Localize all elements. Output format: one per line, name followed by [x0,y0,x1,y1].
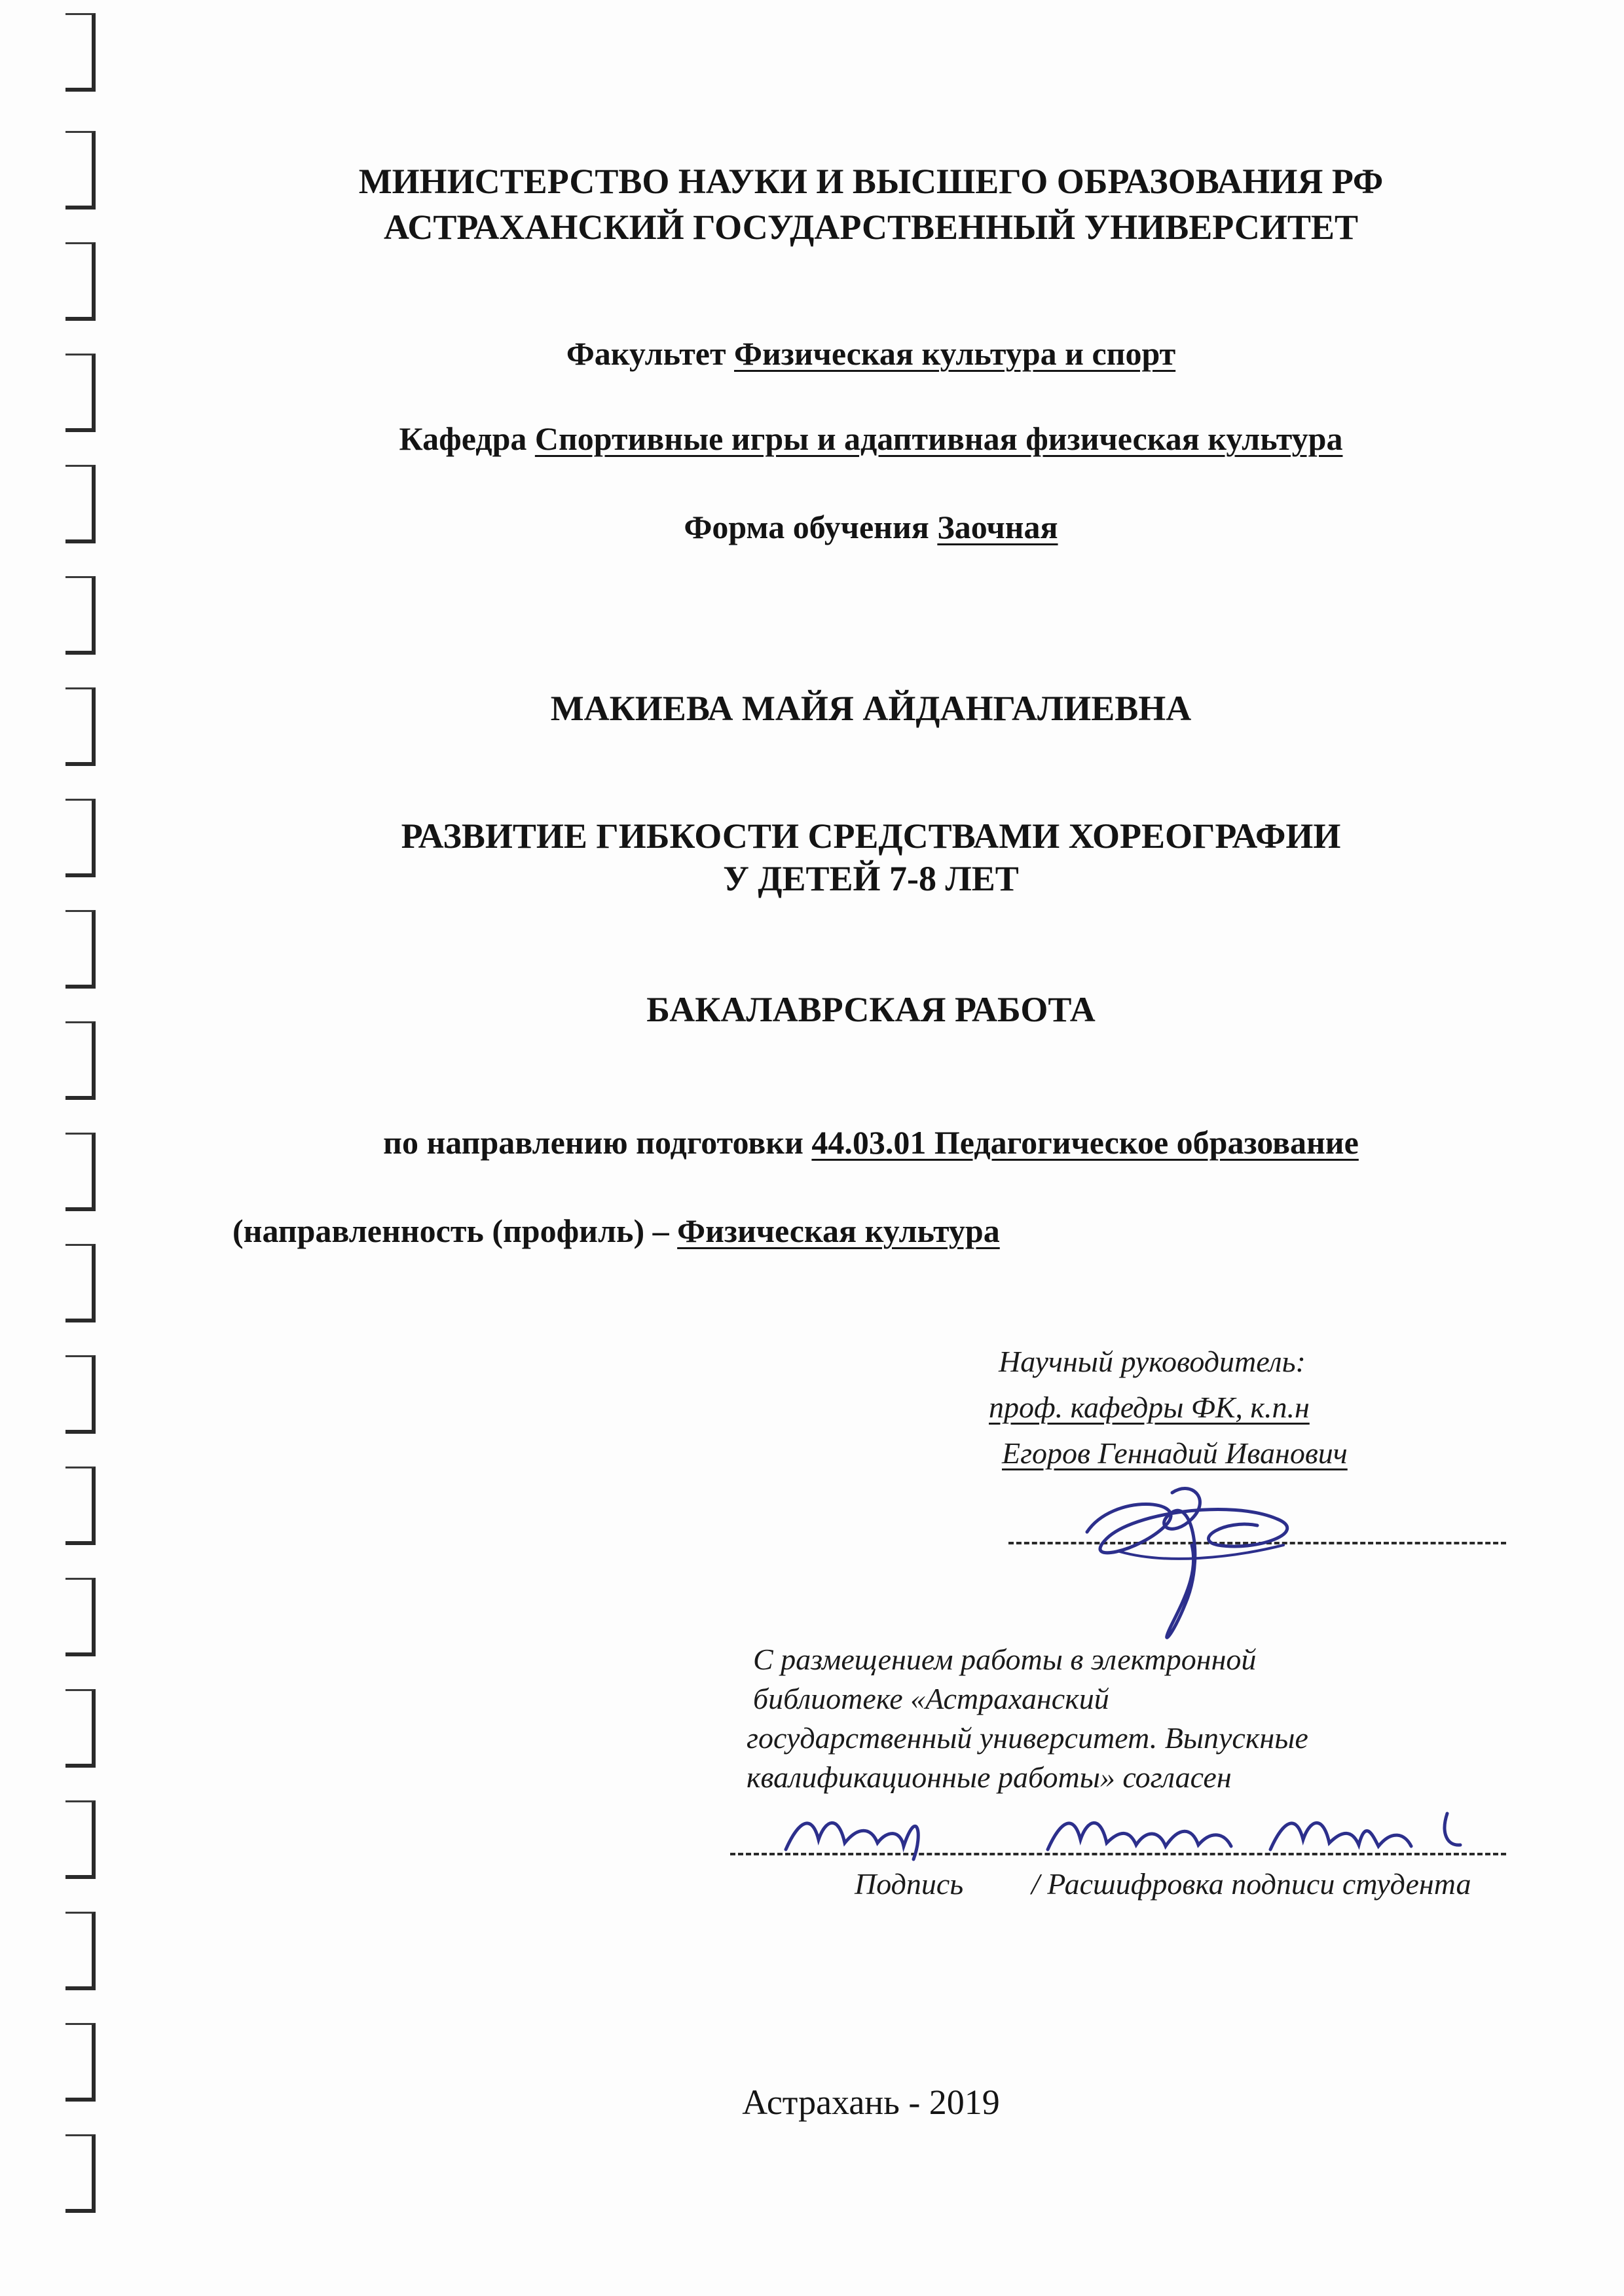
binding-ring [65,576,96,655]
direction-label: по направлению подготовки [383,1124,803,1161]
consent-line3: государственный университет. Выпускные [747,1721,1308,1755]
binding-ring [65,242,96,321]
binding-ring [65,2134,96,2213]
department-value: Спортивные игры и адаптивная физическая культура [534,420,1343,457]
binding-ring [65,1244,96,1322]
binding-ring [65,1355,96,1434]
faculty-value: Физическая культура и спорт [734,335,1176,372]
signature-decoding-caption: / Расшифровка подписи студента [1031,1867,1471,1901]
binding-ring [65,2023,96,2102]
consent-line2: библиотеке «Астраханский [753,1682,1109,1715]
city-year: Астрахань - 2019 [742,2083,1000,2122]
direction-value: 44.03.01 Педагогическое образование [811,1124,1359,1161]
profile-value: Физическая культура [677,1212,1000,1249]
supervisor-signature [1061,1453,1336,1663]
binding-ring [65,1800,96,1879]
supervisor-position: проф. кафедры ФК, к.п.н [989,1391,1310,1424]
signature-caption: Подпись [855,1867,964,1901]
department-label: Кафедра [399,420,527,457]
binding-ring [65,131,96,210]
ministry-heading: МИНИСТЕРСТВО НАУКИ И ВЫСШЕГО ОБРАЗОВАНИЯ РФ [358,162,1384,201]
binding-ring [65,1689,96,1768]
consent-line4: квалификационные работы» согласен [747,1760,1232,1794]
binding-ring [65,465,96,543]
supervisor-name: Егоров Геннадий Иванович [1002,1436,1348,1470]
work-type: БАКАЛАВРСКАЯ РАБОТА [646,990,1096,1029]
direction-line [216,1123,1526,1162]
binding-ring [65,1912,96,1990]
student-signature [773,1794,1493,1866]
thesis-title-line1: РАЗВИТИЕ ГИБКОСТИ СРЕДСТВАМИ ХОРЕОГРАФИИ [401,816,1341,856]
study-form-label: Форма обучения [684,509,929,545]
supervisor-heading: Научный руководитель: [999,1345,1306,1378]
faculty-label: Факультет [566,335,726,372]
binding-ring [65,1578,96,1656]
study-form-line [216,507,1526,547]
thesis-title-line2: У ДЕТЕЙ 7-8 ЛЕТ [723,859,1019,898]
binding-ring [65,13,96,92]
consent-line1: С размещением работы в электронной [753,1643,1257,1676]
faculty-line [216,334,1526,373]
binding-ring [65,1021,96,1100]
profile-label: (направленность (профиль) – [232,1212,669,1249]
binding-ring [65,1467,96,1545]
binding-ring [65,910,96,989]
study-form-value: Заочная [937,509,1058,545]
author-name: МАКИЕВА МАЙЯ АЙДАНГАЛИЕВНА [550,689,1192,728]
binding-ring [65,1133,96,1211]
binding-ring [65,354,96,432]
profile-line [232,1211,1000,1250]
binding-ring [65,799,96,877]
binding-strip [65,0,105,2296]
department-line [216,419,1526,458]
binding-ring [65,687,96,766]
university-heading: АСТРАХАНСКИЙ ГОСУДАРСТВЕННЫЙ УНИВЕРСИТЕТ [384,208,1358,247]
